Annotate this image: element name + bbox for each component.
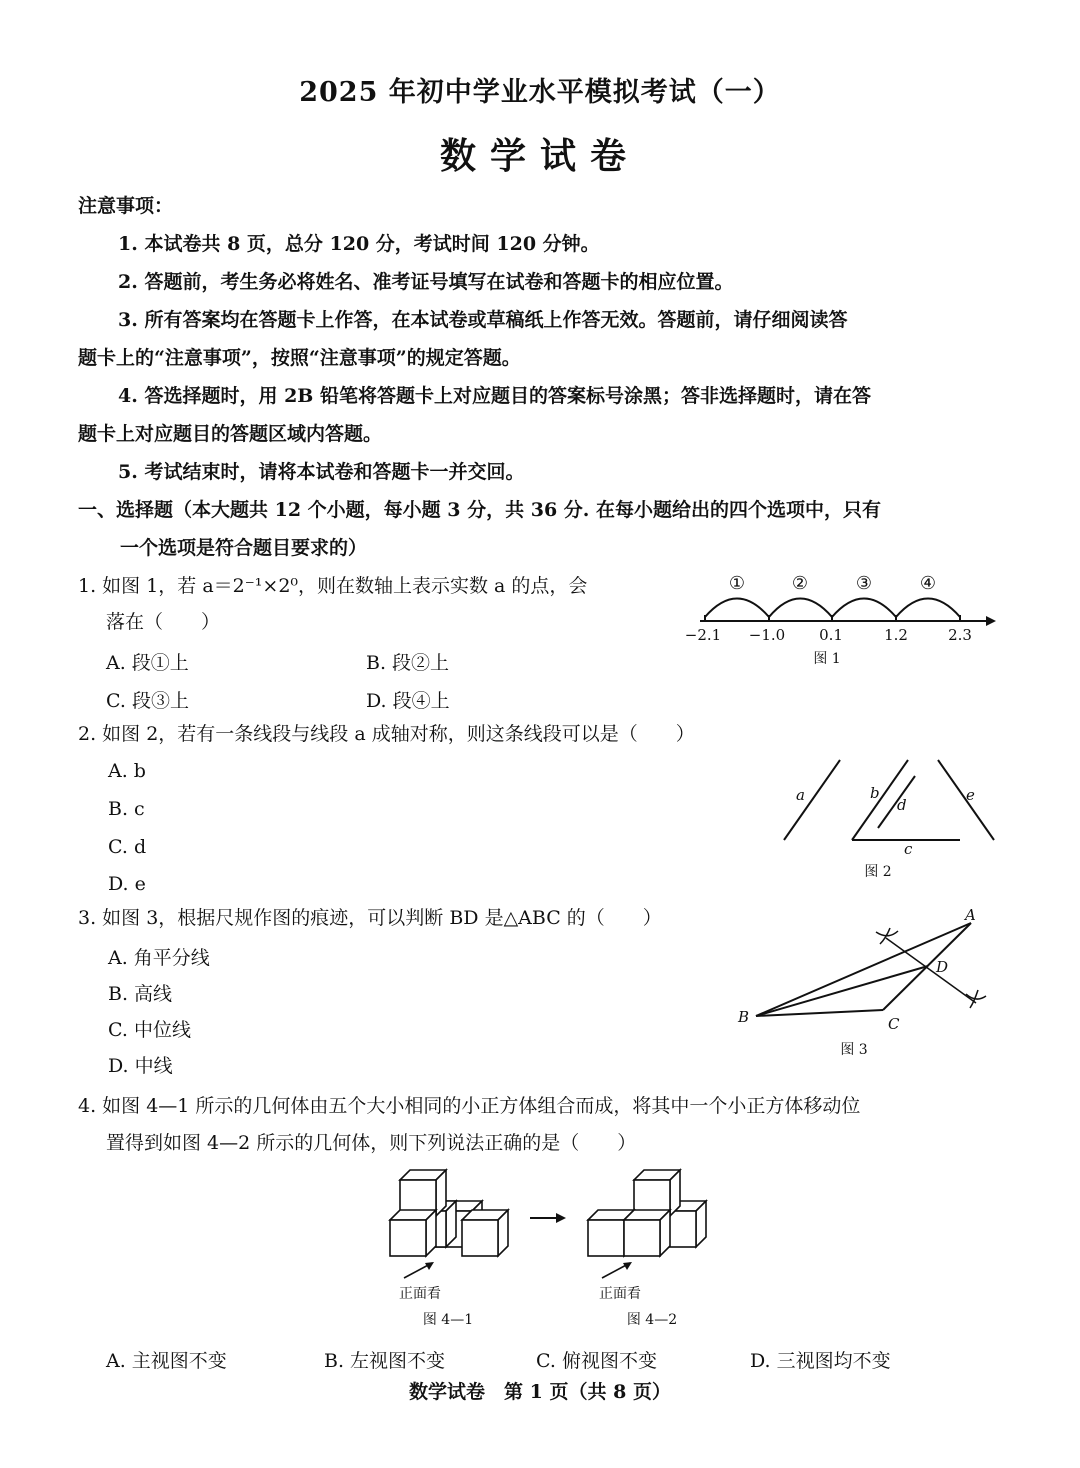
notice-item: 5. 考试结束时，请将本试卷和答题卡一并交回。: [118, 461, 525, 483]
view-label-1: 正面看: [399, 1286, 441, 1302]
question-1-stem-cont: 落在（ ）: [106, 611, 221, 633]
question-1-option-d: D. 段④上: [366, 690, 450, 712]
label-B: B: [738, 1008, 750, 1026]
question-4-stem: 4. 如图 4—1 所示的几何体由五个大小相同的小正方体组合而成，将其中一个小正方体移动位: [78, 1095, 861, 1117]
segment-label-3: ③: [855, 573, 873, 594]
notice-heading: 注意事项：: [78, 195, 174, 217]
figure-4-2-caption: 图 4—2: [626, 1312, 678, 1328]
question-1-option-c: C. 段③上: [106, 690, 189, 712]
tick-label: −1.0: [748, 626, 786, 644]
question-3-stem: 3. 如图 3，根据尺规作图的痕迹，可以判断 BD 是△ABC 的（ ）: [78, 907, 662, 929]
question-4-stem-cont: 置得到如图 4—2 所示的几何体，则下列说法正确的是（ ）: [106, 1132, 637, 1154]
figure-3-triangle: [728, 898, 1018, 1063]
label-e: e: [966, 786, 975, 804]
question-1-option-b: B. 段②上: [366, 652, 450, 674]
figure-1-number-line: [670, 565, 1010, 675]
exam-title: 2025 年初中学业水平模拟考试（一）: [299, 77, 781, 108]
notice-item: 4. 答选择题时，用 2B 铅笔将答题卡上对应题目的答案标号涂黑；答非选择题时，请在答: [118, 385, 871, 407]
label-A: A: [965, 906, 976, 924]
page-footer: 数学试卷 第 1 页（共 8 页）: [409, 1381, 671, 1403]
tick-label: −2.1: [684, 626, 722, 644]
notice-item: 题卡上对应题目的答题区域内答题。: [78, 423, 383, 445]
question-2-option-b: B. c: [108, 798, 145, 820]
question-1-option-a: A. 段①上: [106, 652, 189, 674]
label-b: b: [870, 784, 880, 802]
question-4-option-c: C. 俯视图不变: [536, 1350, 657, 1372]
tick-label: 2.3: [948, 626, 972, 644]
notice-item: 2. 答题前，考生务必将姓名、准考证号填写在试卷和答题卡的相应位置。: [118, 271, 734, 293]
figure-4-cubes: [370, 1162, 730, 1332]
section-heading: 一、选择题（本大题共 12 个小题，每小题 3 分，共 36 分. 在每小题给出的四个选项中，只有: [78, 499, 882, 521]
segment-label-4: ④: [919, 573, 937, 594]
question-1-stem: 1. 如图 1，若 a＝2⁻¹×2⁰，则在数轴上表示实数 a 的点，会: [78, 575, 588, 597]
figure-4-1-caption: 图 4—1: [422, 1312, 474, 1328]
question-4-option-a: A. 主视图不变: [106, 1350, 227, 1372]
question-3-option-d: D. 中线: [108, 1055, 173, 1077]
label-c: c: [904, 840, 913, 858]
figure-2-caption: 图 2: [864, 864, 892, 880]
label-d: d: [897, 796, 907, 814]
tick-label: 1.2: [884, 626, 908, 644]
question-4-option-d: D. 三视图均不变: [750, 1350, 891, 1372]
section-heading-cont: 一个选项是符合题目要求的）: [120, 537, 368, 559]
question-4-option-b: B. 左视图不变: [324, 1350, 446, 1372]
notice-item: 题卡上的“注意事项”，按照“注意事项”的规定答题。: [78, 347, 521, 369]
segment-label-1: ①: [728, 573, 746, 594]
tick-label: 0.1: [819, 626, 843, 644]
view-label-2: 正面看: [599, 1286, 641, 1302]
question-2-stem: 2. 如图 2，若有一条线段与线段 a 成轴对称，则这条线段可以是（ ）: [78, 723, 695, 745]
figure-2-segments: [770, 752, 1010, 887]
subject-title: 数学试卷: [439, 135, 640, 177]
label-D: D: [936, 958, 949, 976]
notice-item: 1. 本试卷共 8 页，总分 120 分，考试时间 120 分钟。: [118, 233, 600, 255]
question-3-option-b: B. 高线: [108, 983, 173, 1005]
question-2-option-a: A. b: [108, 760, 146, 782]
notice-item: 3. 所有答案均在答题卡上作答，在本试卷或草稿纸上作答无效。答题前，请仔细阅读答: [118, 309, 848, 331]
figure-1-caption: 图 1: [813, 651, 841, 667]
question-2-option-c: C. d: [108, 836, 147, 858]
segment-label-2: ②: [791, 573, 809, 594]
question-3-option-c: C. 中位线: [108, 1019, 191, 1041]
label-C: C: [888, 1015, 900, 1033]
figure-3-caption: 图 3: [840, 1042, 868, 1058]
question-3-option-a: A. 角平分线: [108, 947, 210, 969]
question-2-option-d: D. e: [108, 873, 146, 895]
label-a: a: [796, 786, 805, 804]
